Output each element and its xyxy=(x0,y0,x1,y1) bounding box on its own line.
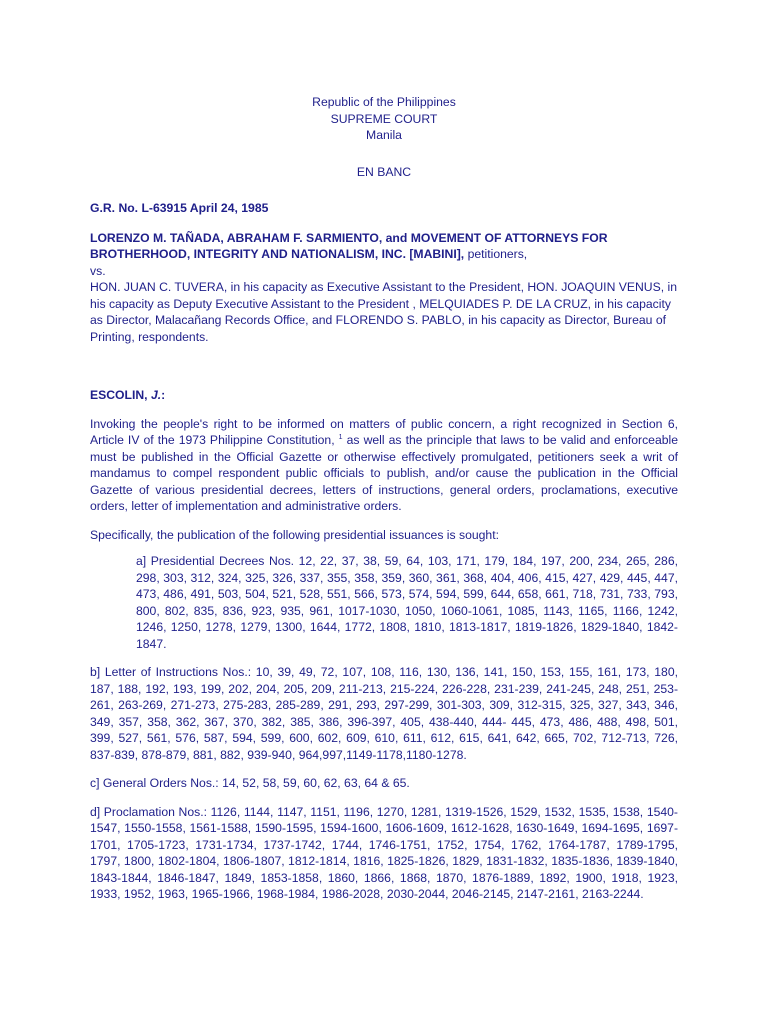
list-item-presidential-decrees: a] Presidential Decrees Nos. 12, 22, 37, 38, 59, 64, 103, 171, 179, 184, 197, 200, 234, 265, 286, 298, 303, 312, 324, 325, 326, 337, 355, 358, 359, 360, 361, 368, 404, 406, 415, 427, 429, 445, 447, 473, 486, 491, 503, 504, 521, 528, 551, 566, 573, 574, 594, 599, 644, 658, 661, 718, 731, 733, 793, 800, 802, 835, 836, 923, 935, 961, 1017-1030, 1050, 1060-1061, 1085, 1143, 1165, 1166, 1242, 1246, 1250, 1278, 1279, 1300, 1644, 1772, 1808, 1810, 1813-1817, 1819-1826, 1829-1840, 1842-1847. xyxy=(136,554,678,651)
court-name: SUPREME COURT xyxy=(330,111,438,126)
intro-paragraph xyxy=(90,416,678,515)
case-parties xyxy=(90,230,678,346)
list-item-proclamations: d] Proclamation Nos.: 1126, 1144, 1147, 1151, 1196, 1270, 1281, 1319-1526, 1529, 1532, 1535, 1538, 1540-1547, 1550-1558, 1561-1588, 1590-1595, 1594-1600, 1606-1609, 1612-1628, 1630-1649, 1694-1695, 1697-1701, 1705-1723, 1731-1734, 1737-1742, 1744, 1746-1751, 1752, 1754, 1762, 1764-1787, 1789-1795, 1797, 1800, 1802-1804, 1806-1807, 1812-1814, 1816, 1825-1826, 1829, 1831-1832, 1835-1836, 1839-1840, 1843-1844, 1846-1847, 1849, 1853-1858, 1860, 1866, 1868, 1870, 1876-1889, 1892, 1900, 1918, 1923, 1933, 1952, 1963, 1965-1966, 1968-1984, 1986-2028, 2030-2044, 2046-2145, 2147-2161, 2163-2244. xyxy=(90,804,678,901)
versus-label: vs. xyxy=(90,263,106,278)
intro-text-part1: Invoking the people's right to be informed on matters of public concern, a right recognized in Section 6, Article IV of the 1973 Philippine Constitution, xyxy=(90,416,678,447)
list-item-general-orders: c] General Orders Nos.: 14, 52, 58, 59, 60, 62, 63, 64 & 65. xyxy=(90,776,410,790)
ponente-line xyxy=(90,387,678,404)
list-item-letter-of-instructions: b] Letter of Instructions Nos.: 10, 39, 49, 72, 107, 108, 116, 130, 136, 141, 150, 153, 155, 161, 173, 180, 187, 188, 192, 193, 199, 202, 204, 205, 209, 211-213, 215-224, 226-228, 231-239, 241-245, 248, 251, 253-261, 263-269, 271-273, 275-283, 285-289, 291, 293, 297-299, 301-303, 309, 312-315, 325, 327, 343, 346, 349, 357, 358, 362, 367, 370, 382, 385, 386, 396-397, 405, 438-440, 444- 445, 473, 486, 488, 498, 501, 399, 527, 561, 576, 587, 594, 599, 600, 602, 609, 610, 611, 612, 615, 641, 642, 665, 702, 712-713, 726, 837-839, 878-879, 881, 882, 939-940, 964,997,1149-1178,1180-1278. xyxy=(90,665,678,762)
ponente-title: J. xyxy=(150,388,162,402)
respondents-block: HON. JUAN C. TUVERA, in his capacity as Executive Assistant to the President, HON. JOAQUIN VENUS, in his capacity as Deputy Executive Assistant to the President , MELQUIADES P. DE LA CRUZ, in his capacity as Director, Malacañang Records Office, and FLORENDO S. PABLO, in his capacity as Director, Bureau of Printing, respondents. xyxy=(90,280,677,344)
document-page xyxy=(90,94,678,903)
intro-text-part2: as well as the principle that laws to be valid and enforceable must be published in the Official Gazette or otherwise effectively promulgated, petitioners seek a writ of mandamus to compel respondent public officials to publish, and/or cause the publication in the Official Gazette of various presidential decrees, letters of instructions, general orders, proclamations, executive orders, letter of implementation and administrative orders. xyxy=(90,433,678,513)
petitioners-block xyxy=(90,230,678,263)
ponente-name: ESCOLIN, xyxy=(90,388,148,402)
republic-line: Republic of the Philippines xyxy=(312,95,456,109)
court-city: Manila xyxy=(366,128,402,142)
specifically-paragraph: Specifically, the publication of the following presidential issuances is sought: xyxy=(90,527,499,542)
division-label: EN BANC xyxy=(356,164,412,179)
petitioners-names: LORENZO M. TAÑADA, ABRAHAM F. SARMIENTO, and MOVEMENT OF ATTORNEYS FOR BROTHERHOOD, INTEGRITY AND NATIONALISM, INC. [MABINI], xyxy=(90,230,608,261)
court-header xyxy=(90,94,678,144)
footnote-marker[interactable]: 1 xyxy=(338,433,343,441)
ponente-colon: : xyxy=(161,388,166,402)
petitioners-suffix: petitioners, xyxy=(464,247,528,261)
case-number: G.R. No. L-63915 April 24, 1985 xyxy=(90,201,269,215)
